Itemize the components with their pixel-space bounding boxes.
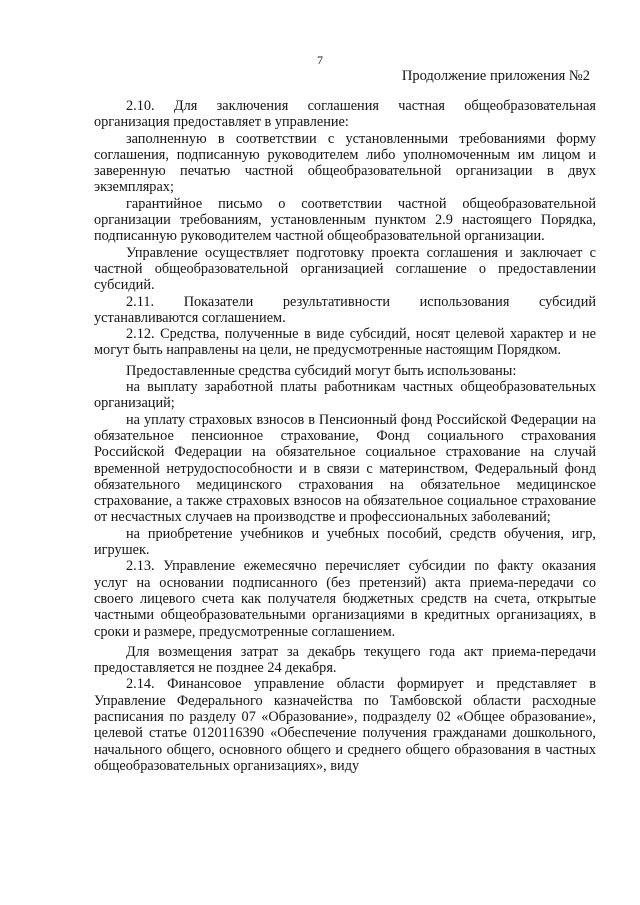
paragraph-subsidy-use: Предоставленные средства субсидий могут быть использованы: bbox=[126, 362, 517, 379]
paragraph-guarantee-letter: гарантийное письмо о соответствии частной общеобразовательной организации требованиям, установленным пунктом 2.9 настоящего Порядка, подписанную руководителем частной общеобразовательной организации. bbox=[94, 195, 596, 245]
document-body bbox=[94, 98, 596, 774]
paragraph-2-11: 2.11. Показатели результативности использования субсидий устанавливаются соглашением. bbox=[94, 293, 596, 326]
paragraph-agreement-preparation: Управление осуществляет подготовку проекта соглашения и заключает с частной общеобразовательной организацией соглашение о предоставлении субсидий. bbox=[94, 244, 596, 294]
paragraph-salary: на выплату заработной платы работникам частных общеобразовательных организаций; bbox=[94, 379, 596, 412]
page-number: 7 bbox=[317, 53, 323, 67]
paragraph-agreement-form: заполненную в соответствии с установленными требованиями форму соглашения, подписанную руководителем либо уполномоченным им лицом и заверенную печатью частной общеобразовательной организации в двух экземплярах; bbox=[94, 130, 596, 196]
paragraph-2-12: 2.12. Средства, полученные в виде субсидий, носят целевой характер и не могут быть направлены на цели, не предусмотренные настоящим Порядком. bbox=[94, 326, 596, 359]
paragraph-december: Для возмещения затрат за декабрь текущего года акт приема-передачи предоставляется не позднее 24 декабря. bbox=[94, 643, 596, 677]
paragraph-2-14: 2.14. Финансовое управление области формирует и представляет в Управление Федерального казначейства по Тамбовской области расходные расписания по разделу 07 «Образование», подразделу 02 «Общее образование», целевой статье 0120116390 «Обеспечение получения гражданами дошкольного, начального общего, основного общего и среднего общего образования в частных общеобразовательных организациях», виду bbox=[94, 676, 596, 774]
paragraph-2-10: 2.10. Для заключения соглашения частная общеобразовательная организация предоставляет в управление: bbox=[94, 98, 596, 131]
paragraph-2-13: 2.13. Управление ежемесячно перечисляет субсидии по факту оказания услуг на основании подписанного (без претензий) акта приема-передачи со своего лицевого счета как получателя бюджетных средств на счета, открытые частными общеобразовательными организациями в кредитных организациях, в сроки и размере, предусмотренные соглашением. bbox=[94, 558, 596, 640]
paragraph-textbooks: на приобретение учебников и учебных пособий, средств обучения, игр, игрушек. bbox=[94, 525, 596, 559]
paragraph-insurance: на уплату страховых взносов в Пенсионный фонд Российской Федерации на обязательное пенсионное страхование, Фонд социального страхования Российской Федерации на обязательное социальное страхование на случай временной нетрудоспособности и в связи с материнством, Федеральный фонд обязательного медицинского страхования на обязательное медицинское страхование, а также страховых взносов на обязательное социальное страхование от несчастных случаев на производстве и профессиональных заболеваний; bbox=[94, 411, 596, 526]
appendix-header: Продолжение приложения №2 bbox=[401, 68, 590, 84]
